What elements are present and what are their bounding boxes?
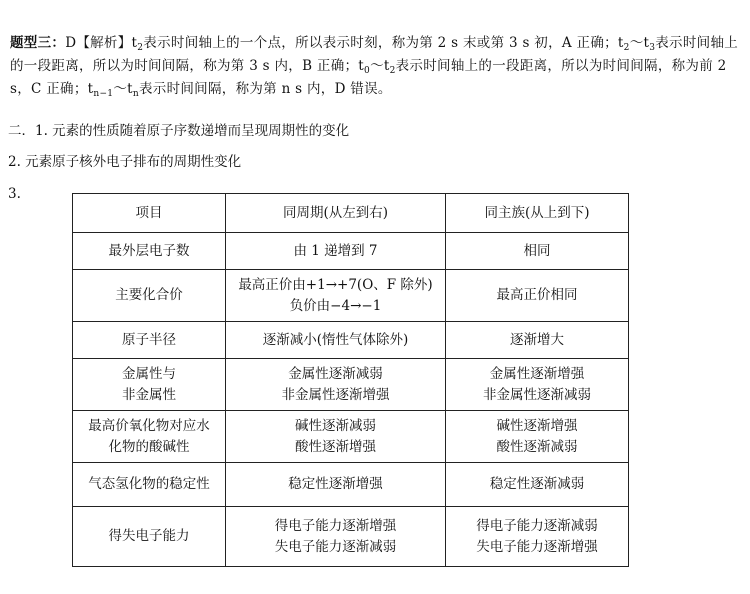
cell-line: 由 1 递增到 7: [293, 242, 378, 259]
section-two-item-1: 二．1. 元素的性质随着原子序数递增而呈现周期性的变化: [8, 123, 350, 139]
subscript: 2: [623, 43, 630, 53]
cell-line: 最高正价由+1→+7(O、F 除外): [238, 276, 433, 293]
same-group-cell: [446, 507, 629, 567]
subscript: 2: [137, 43, 144, 53]
question-type-label: 题型三：: [10, 35, 66, 51]
table-header-same-group-cell: 同主族(从上到下): [446, 194, 629, 233]
same-period-cell: [226, 322, 446, 359]
paragraph-text: 表示时间间隔，称为第 n s 内，D 错误。: [138, 81, 392, 97]
table-header-row: [73, 194, 629, 233]
cell-line: 稳定性逐渐减弱: [489, 476, 585, 492]
cell-line: 非金属性逐渐减弱: [483, 386, 591, 403]
cell-line: 最高正价相同: [496, 287, 578, 303]
cell-line: 得失电子能力: [108, 528, 190, 544]
item-cell: [73, 411, 226, 463]
table-row: [73, 359, 629, 411]
item-cell: [73, 507, 226, 567]
cell-line: 失电子能力逐渐增强: [476, 538, 598, 555]
cell-line: 逐渐减小(惰性气体除外): [262, 331, 409, 348]
cell-line: 逐渐增大: [510, 331, 564, 348]
item-cell: [73, 322, 226, 359]
paragraph-text: D【解析】t: [65, 35, 138, 51]
table-row: [73, 322, 629, 359]
periodic-properties-table: [72, 193, 629, 567]
section-two-item-3: 3.: [8, 186, 21, 202]
cell-line: 金属性逐渐减弱: [288, 365, 383, 382]
cell-line: 主要化合价: [115, 287, 183, 303]
table-row: [73, 507, 629, 567]
cell-line: 碱性逐渐增强: [496, 417, 578, 434]
same-period-cell: [226, 233, 446, 270]
paragraph-text: 表示时间轴上的一段距离，所以为时间间隔，称为前 2 s，C 正确；t: [10, 58, 727, 97]
item-cell: [73, 270, 226, 322]
table-header-same-period-cell: 同周期(从左到右): [226, 194, 446, 233]
cell-line: 碱性逐渐减弱: [295, 417, 376, 434]
cell-line: 最外层电子数: [108, 242, 190, 259]
same-period-cell: [226, 411, 446, 463]
cell-line: 原子半径: [122, 331, 176, 348]
item-cell: [73, 463, 226, 507]
cell-line: 得电子能力逐渐增强: [274, 517, 397, 534]
cell-line: 得电子能力逐渐减弱: [476, 517, 598, 534]
cell-line: 金属性与: [122, 365, 176, 382]
same-group-cell: [446, 359, 629, 411]
paragraph-text: ～t: [370, 58, 390, 74]
cell-line: 酸性逐渐减弱: [496, 438, 578, 455]
same-period-cell: [226, 270, 446, 322]
cell-line: 酸性逐渐增强: [295, 438, 376, 455]
same-period-cell: [226, 507, 446, 567]
paragraph-text: 表示时间轴上的一个点，所以表示时刻，称为第 2 s 末或第 3 s 初，A 正确；t: [143, 35, 624, 51]
item-cell: [73, 359, 226, 411]
cell-line: 金属性逐渐增强: [489, 365, 585, 382]
cell-line: 失电子能力逐渐减弱: [274, 538, 397, 555]
subscript: 0: [364, 66, 371, 76]
subscript: n−1: [93, 89, 114, 99]
same-group-cell: [446, 233, 629, 270]
cell-line: 相同: [523, 242, 551, 259]
same-group-cell: [446, 411, 629, 463]
same-group-cell: [446, 322, 629, 359]
table-row: [73, 270, 629, 322]
table-row: [73, 463, 629, 507]
paragraph-text: ～t: [113, 81, 133, 97]
cell-line: 化物的酸碱性: [108, 438, 190, 455]
table-row: [73, 411, 629, 463]
cell-line: 非金属性: [122, 386, 176, 403]
same-period-cell: [226, 359, 446, 411]
cell-line: 稳定性逐渐增强: [288, 476, 383, 492]
cell-line: 气态氢化物的稳定性: [88, 476, 210, 492]
same-group-cell: [446, 463, 629, 507]
cell-line: 非金属性逐渐增强: [281, 386, 390, 403]
same-group-cell: [446, 270, 629, 322]
table-header-item-cell: 项目: [73, 194, 226, 233]
cell-line: 负价由−4→−1: [289, 297, 382, 314]
answer-paragraph: [10, 32, 740, 101]
section-two-item-2: 2. 元素原子核外电子排布的周期性变化: [8, 154, 242, 170]
paragraph-text: ～t: [629, 35, 650, 51]
item-cell: [73, 233, 226, 270]
subscript: n: [132, 89, 139, 99]
table-row: [73, 233, 629, 270]
subscript: 3: [649, 43, 656, 53]
subscript: 2: [389, 66, 396, 76]
cell-line: 最高价氧化物对应水: [88, 417, 210, 434]
same-period-cell: [226, 463, 446, 507]
paragraph-text: 表示时间轴上的一段距离，所以为时间间隔，称为第 3 s 内，B 正确；t: [10, 35, 739, 74]
